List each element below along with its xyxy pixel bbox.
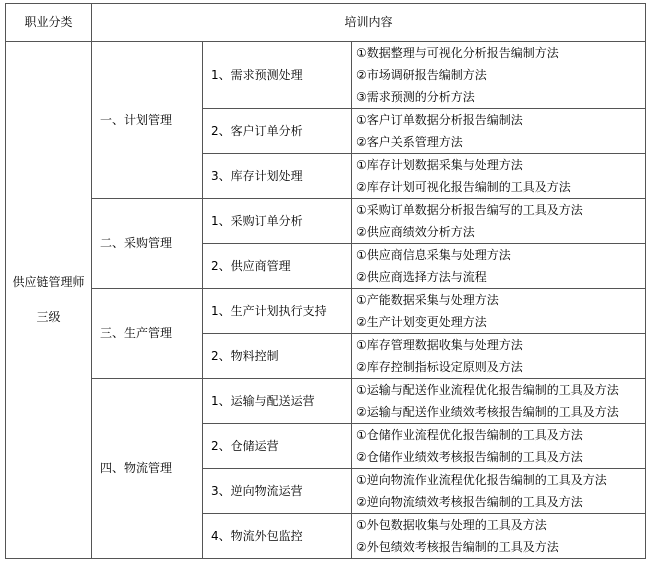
content-cell <box>352 244 646 289</box>
sub-item-name: 1、需求预测处理 <box>203 42 352 109</box>
content-cell <box>352 424 646 469</box>
content-line: ②市场调研报告编制方法 <box>356 68 487 82</box>
content-line: ②库存控制指标设定原则及方法 <box>356 360 523 374</box>
content-line: ②供应商绩效分析方法 <box>356 225 475 239</box>
content-cell <box>352 109 646 154</box>
header-training-content: 培训内容 <box>92 4 646 42</box>
content-line: ②客户关系管理方法 <box>356 135 463 149</box>
content-line: ①供应商信息采集与处理方法 <box>356 248 511 262</box>
content-line: ①客户订单数据分析报告编制法 <box>356 113 523 127</box>
content-line: ②逆向物流绩效考核报告编制的工具及方法 <box>356 495 583 509</box>
sub-item-name: 1、采购订单分析 <box>203 199 352 244</box>
header-row <box>6 4 646 42</box>
content-line: ①逆向物流作业流程优化报告编制的工具及方法 <box>356 473 607 487</box>
content-cell <box>352 199 646 244</box>
content-line: ②供应商选择方法与流程 <box>356 270 487 284</box>
occupation-level: 三级 <box>36 310 61 324</box>
module-name: 四、物流管理 <box>92 379 203 559</box>
sub-item-name: 2、供应商管理 <box>203 244 352 289</box>
table-row <box>6 289 646 334</box>
content-line: ②生产计划变更处理方法 <box>356 315 487 329</box>
header-occupation: 职业分类 <box>6 4 92 42</box>
table-row <box>6 379 646 424</box>
sub-item-name: 3、逆向物流运营 <box>203 469 352 514</box>
content-line: ②库存计划可视化报告编制的工具及方法 <box>356 180 571 194</box>
table-row <box>6 42 646 109</box>
sub-item-name: 3、库存计划处理 <box>203 154 352 199</box>
content-line: ③需求预测的分析方法 <box>356 90 475 104</box>
content-cell <box>352 379 646 424</box>
content-cell <box>352 469 646 514</box>
module-name: 三、生产管理 <box>92 289 203 379</box>
content-line: ①采购订单数据分析报告编写的工具及方法 <box>356 203 583 217</box>
module-name: 二、采购管理 <box>92 199 203 289</box>
content-line: ①库存计划数据采集与处理方法 <box>356 158 523 172</box>
content-line: ①库存管理数据收集与处理方法 <box>356 338 523 352</box>
occupation-title: 供应链管理师 <box>12 275 85 289</box>
content-cell <box>352 289 646 334</box>
sub-item-name: 2、仓储运营 <box>203 424 352 469</box>
content-line: ①仓储作业流程优化报告编制的工具及方法 <box>356 428 583 442</box>
content-line: ②外包绩效考核报告编制的工具及方法 <box>356 540 559 554</box>
sub-item-name: 4、物流外包监控 <box>203 514 352 559</box>
table-row <box>6 199 646 244</box>
content-cell <box>352 154 646 199</box>
sub-item-name: 2、物料控制 <box>203 334 352 379</box>
content-line: ①运输与配送作业流程优化报告编制的工具及方法 <box>356 383 619 397</box>
content-line: ②仓储作业绩效考核报告编制的工具及方法 <box>356 450 583 464</box>
sub-item-name: 2、客户订单分析 <box>203 109 352 154</box>
occupation-cell <box>6 42 92 559</box>
content-line: ①产能数据采集与处理方法 <box>356 293 499 307</box>
sub-item-name: 1、运输与配送运营 <box>203 379 352 424</box>
content-line: ②运输与配送作业绩效考核报告编制的工具及方法 <box>356 405 619 419</box>
content-cell <box>352 334 646 379</box>
training-table <box>5 3 646 559</box>
content-cell <box>352 514 646 559</box>
sub-item-name: 1、生产计划执行支持 <box>203 289 352 334</box>
content-line: ①数据整理与可视化分析报告编制方法 <box>356 46 559 60</box>
module-name: 一、计划管理 <box>92 42 203 199</box>
content-cell <box>352 42 646 109</box>
content-line: ①外包数据收集与处理的工具及方法 <box>356 518 547 532</box>
